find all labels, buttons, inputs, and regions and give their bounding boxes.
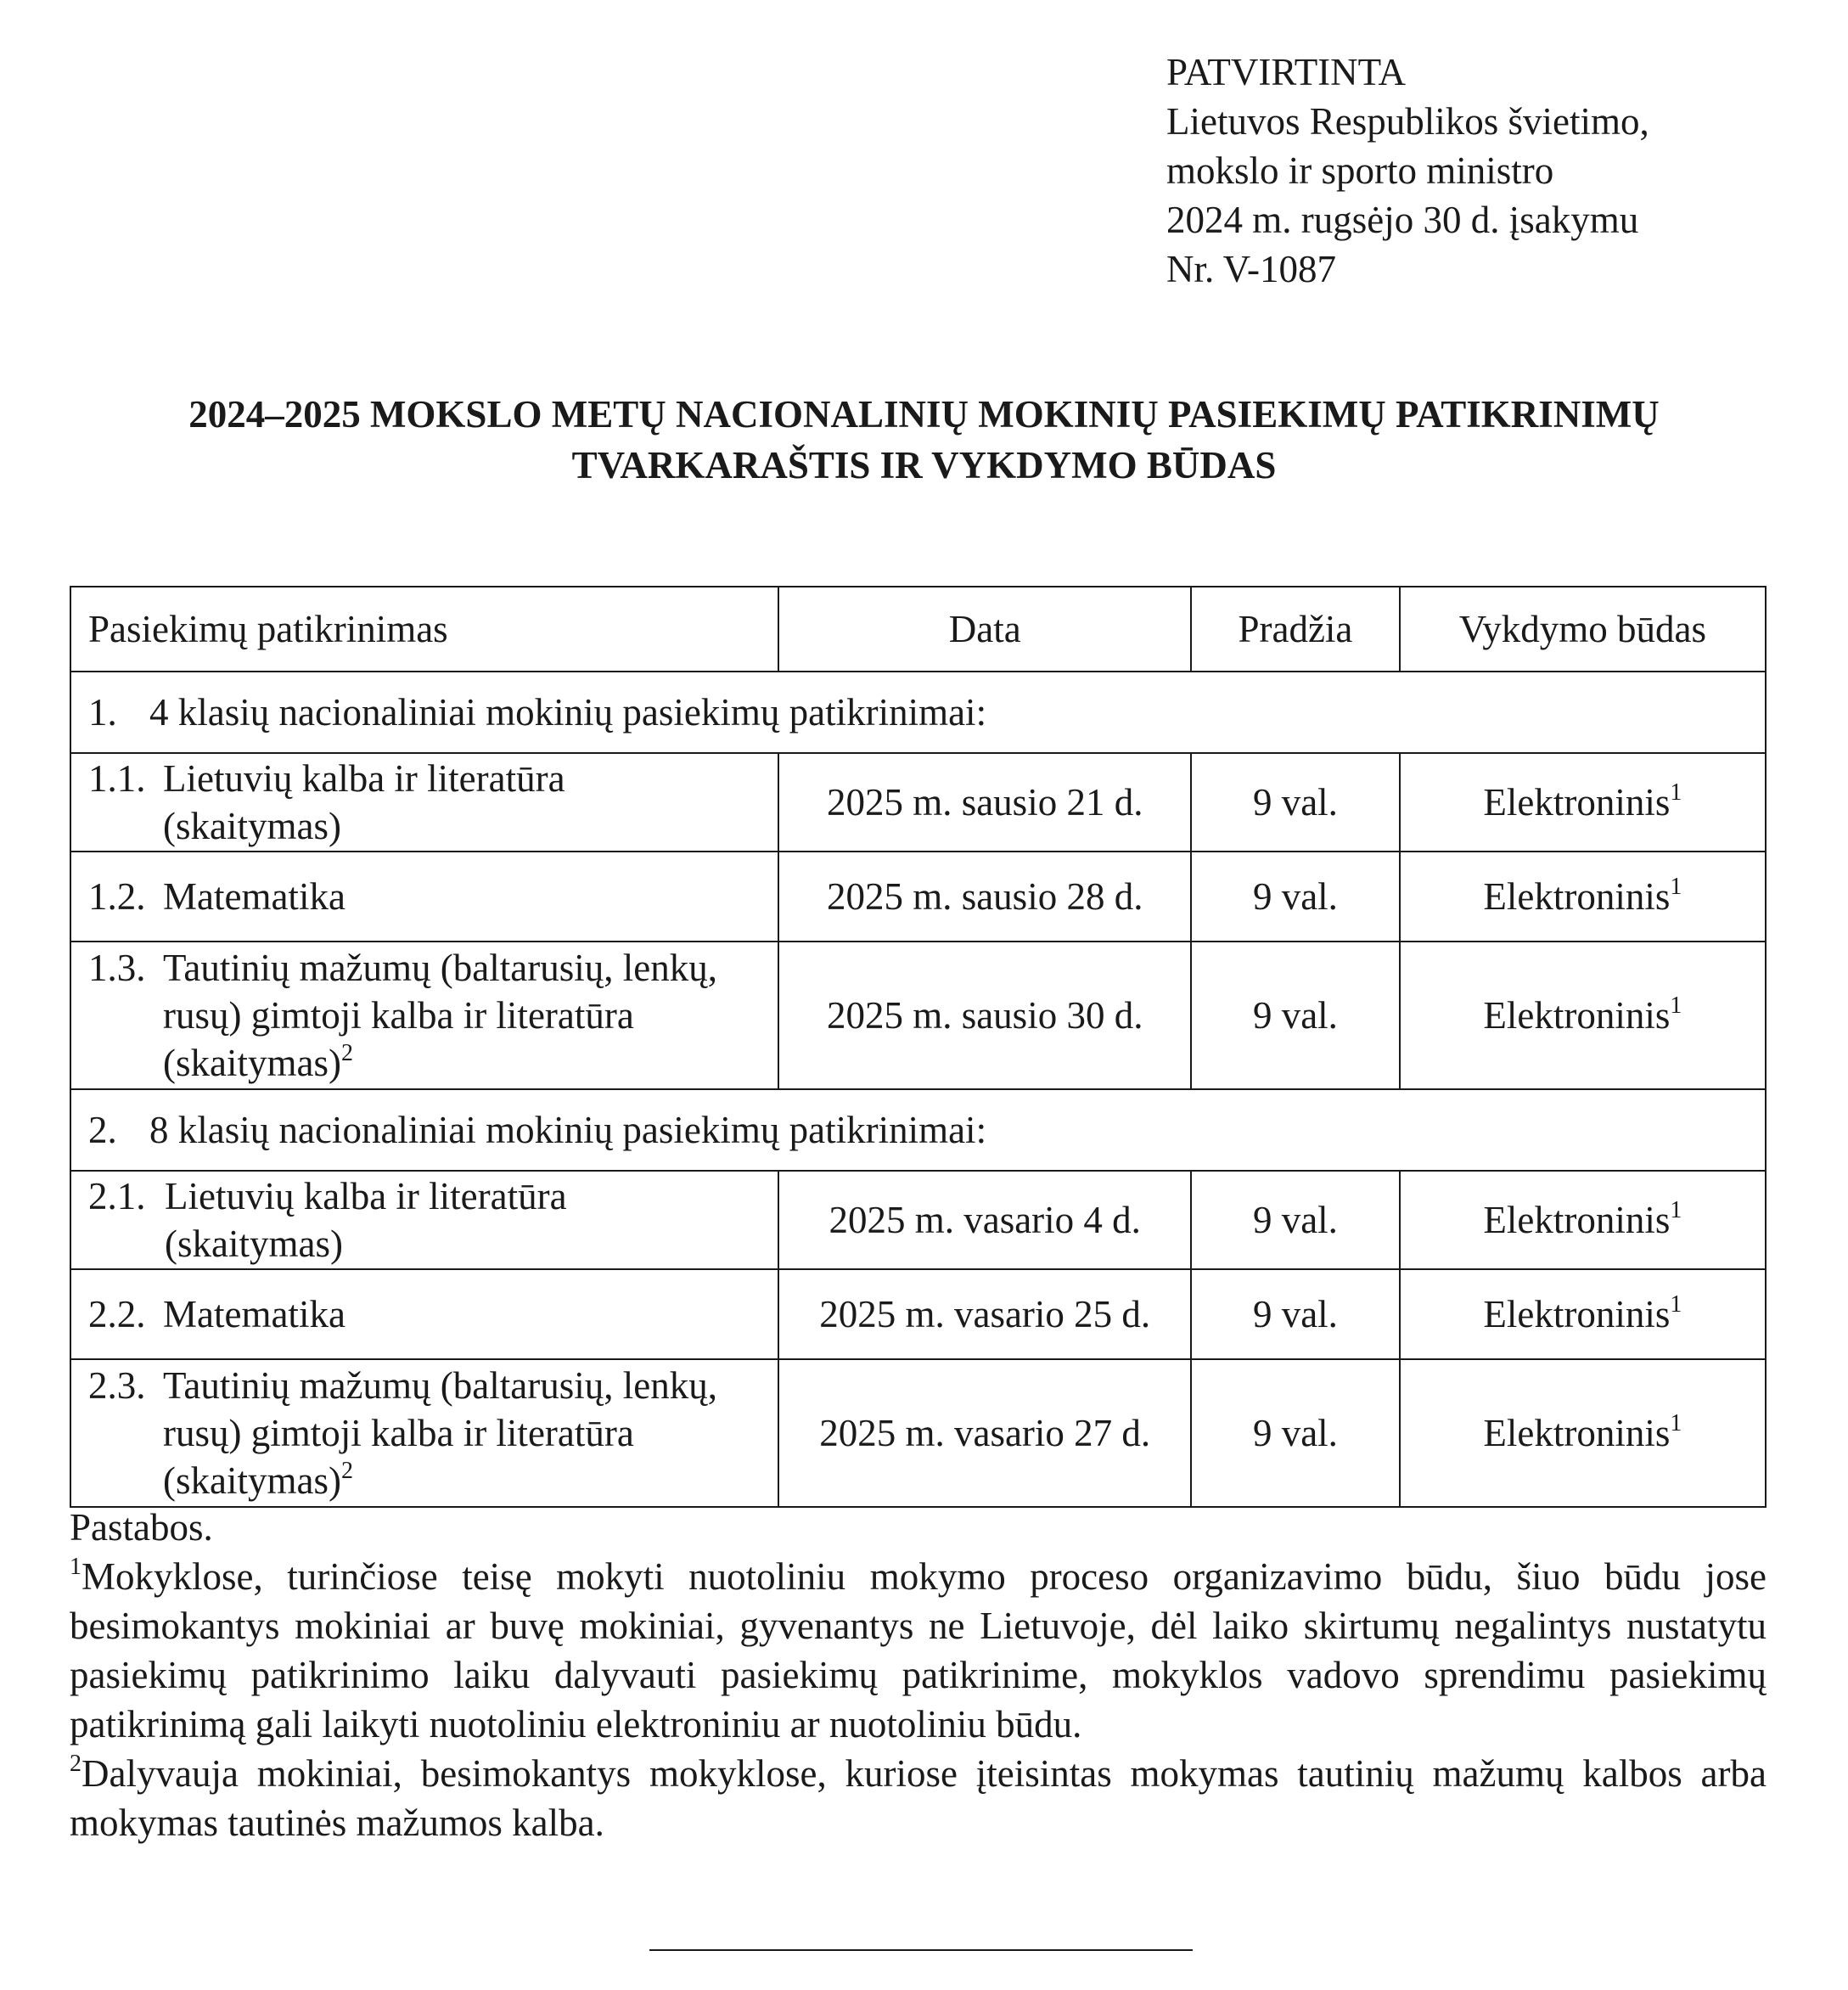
table-row xyxy=(70,852,1766,942)
footnote-text: Mokyklose, turinčiose teisę mokyti nuotoliniu mokymo proceso organizavimo būdu, šiuo būdu jose besimokantys mokiniai ar buvę mokiniai, gyvenantys ne Lietuvoje, dėl laiko skirtumų negalintys nustatytu pasiekimų patikrinimo laiku dalyvauti pasiekimų patikrinime, mokyklos vadovo sprendimu pasiekimų patikrinimą gali laikyti nuotoliniu elektroniniu ar nuotoliniu būdu. xyxy=(70,1555,1767,1745)
row-date: 2025 m. sausio 30 d. xyxy=(778,942,1191,1089)
row-date: 2025 m. vasario 25 d. xyxy=(778,1269,1191,1359)
row-name-line: Tautinių mažumų (baltarusių, lenkų, xyxy=(163,1364,717,1407)
row-name-cell xyxy=(70,852,778,942)
footnote-marker: 1 xyxy=(1670,1410,1682,1436)
row-number: 2.3. xyxy=(88,1364,146,1407)
row-name-cell xyxy=(70,942,778,1089)
row-mode-cell xyxy=(1400,753,1766,852)
row-mode: Elektroninis xyxy=(1483,1293,1671,1335)
row-mode-cell xyxy=(1400,1269,1766,1359)
approval-line: Nr. V-1087 xyxy=(1166,248,1337,290)
footnote-marker: 2 xyxy=(70,1751,81,1777)
row-mode: Elektroninis xyxy=(1483,1412,1671,1454)
row-date: 2025 m. sausio 21 d. xyxy=(778,753,1191,852)
row-mode: Elektroninis xyxy=(1483,1199,1671,1241)
row-start: 9 val. xyxy=(1191,1359,1400,1507)
row-name-line: Matematika xyxy=(163,875,345,918)
row-name-cell xyxy=(70,1359,778,1507)
row-mode: Elektroninis xyxy=(1483,994,1671,1037)
table-row xyxy=(70,942,1766,1089)
header-date: Data xyxy=(778,587,1191,672)
row-name-line: (skaitymas) xyxy=(163,805,341,847)
footnote-marker: 1 xyxy=(1670,1291,1682,1318)
footnote-marker: 1 xyxy=(1670,1197,1682,1223)
row-mode-cell xyxy=(1400,1171,1766,1269)
section-title: 8 klasių nacionaliniai mokinių pasiekimų patikrinimai: xyxy=(149,1109,987,1151)
approval-line: 2024 m. rugsėjo 30 d. įsakymu xyxy=(1166,199,1639,241)
row-start: 9 val. xyxy=(1191,942,1400,1089)
notes-heading: Pastabos. xyxy=(70,1506,213,1549)
row-name-line: rusų) gimtoji kalba ir literatūra xyxy=(163,994,634,1037)
table-row xyxy=(70,753,1766,852)
section-row xyxy=(70,672,1766,753)
section-title: 4 klasių nacionaliniai mokinių pasiekimų patikrinimai: xyxy=(149,691,987,734)
approval-line: mokslo ir sporto ministro xyxy=(1166,149,1554,192)
table-row xyxy=(70,1359,1766,1507)
row-name-line: Matematika xyxy=(163,1293,345,1335)
row-mode-cell xyxy=(1400,942,1766,1089)
notes-block xyxy=(70,1503,1767,1847)
header-name: Pasiekimų patikrinimas xyxy=(70,587,778,672)
footnote-1 xyxy=(70,1552,1767,1749)
row-mode: Elektroninis xyxy=(1483,875,1671,918)
row-number: 1.3. xyxy=(88,947,146,989)
footnote-marker: 2 xyxy=(340,1458,353,1484)
table-row xyxy=(70,1171,1766,1269)
row-name-cell xyxy=(70,753,778,852)
footnote-2 xyxy=(70,1749,1767,1847)
row-name-cell xyxy=(70,1171,778,1269)
approval-line: Lietuvos Respublikos švietimo, xyxy=(1166,100,1649,143)
row-date: 2025 m. sausio 28 d. xyxy=(778,852,1191,942)
title-line-2: TVARKARAŠTIS IR VYKDYMO BŪDAS xyxy=(571,444,1277,486)
row-start: 9 val. xyxy=(1191,852,1400,942)
row-name-line: (skaitymas) xyxy=(163,1459,341,1502)
approval-line: PATVIRTINTA xyxy=(1166,51,1407,93)
schedule-table xyxy=(70,586,1767,1508)
row-name-line: (skaitymas) xyxy=(163,1042,341,1084)
footnote-text: Dalyvauja mokiniai, besimokantys mokyklose, kuriose įteisintas mokymas tautinių mažumų kalbos arba mokymas tautinės mažumos kalba. xyxy=(70,1752,1767,1844)
section-number: 2. xyxy=(88,1109,117,1151)
row-date: 2025 m. vasario 27 d. xyxy=(778,1359,1191,1507)
footnote-marker: 1 xyxy=(1670,874,1682,900)
footnote-marker: 2 xyxy=(340,1040,353,1066)
row-start: 9 val. xyxy=(1191,1171,1400,1269)
title-line-1: 2024–2025 MOKSLO METŲ NACIONALINIŲ MOKINIŲ PASIEKIMŲ PATIKRINIMŲ xyxy=(188,393,1660,436)
footnote-marker: 1 xyxy=(70,1554,81,1580)
row-start: 9 val. xyxy=(1191,1269,1400,1359)
section-number: 1. xyxy=(88,691,117,734)
table-header-row xyxy=(70,587,1766,672)
row-number: 2.1. xyxy=(88,1175,146,1217)
row-start: 9 val. xyxy=(1191,753,1400,852)
row-name-line: (skaitymas) xyxy=(165,1223,343,1265)
section-title-cell xyxy=(70,1089,1766,1171)
row-date: 2025 m. vasario 4 d. xyxy=(778,1171,1191,1269)
approval-block xyxy=(1166,48,1649,294)
row-number: 2.2. xyxy=(88,1293,146,1335)
document-title xyxy=(0,389,1848,491)
footnote-marker: 1 xyxy=(1670,779,1682,806)
row-mode-cell xyxy=(1400,852,1766,942)
row-name-line: Tautinių mažumų (baltarusių, lenkų, xyxy=(163,947,717,989)
row-number: 1.2. xyxy=(88,875,146,918)
section-title-cell xyxy=(70,672,1766,753)
row-name-line: Lietuvių kalba ir literatūra xyxy=(163,757,565,800)
row-name-line: Lietuvių kalba ir literatūra xyxy=(165,1175,567,1217)
row-name-line: rusų) gimtoji kalba ir literatūra xyxy=(163,1412,634,1454)
table-row xyxy=(70,1269,1766,1359)
row-mode: Elektroninis xyxy=(1483,781,1671,824)
row-number: 1.1. xyxy=(88,757,146,800)
row-name-cell xyxy=(70,1269,778,1359)
header-start: Pradžia xyxy=(1191,587,1400,672)
closing-rule xyxy=(649,1949,1193,1951)
row-mode-cell xyxy=(1400,1359,1766,1507)
header-mode: Vykdymo būdas xyxy=(1400,587,1766,672)
section-row xyxy=(70,1089,1766,1171)
footnote-marker: 1 xyxy=(1670,992,1682,1019)
